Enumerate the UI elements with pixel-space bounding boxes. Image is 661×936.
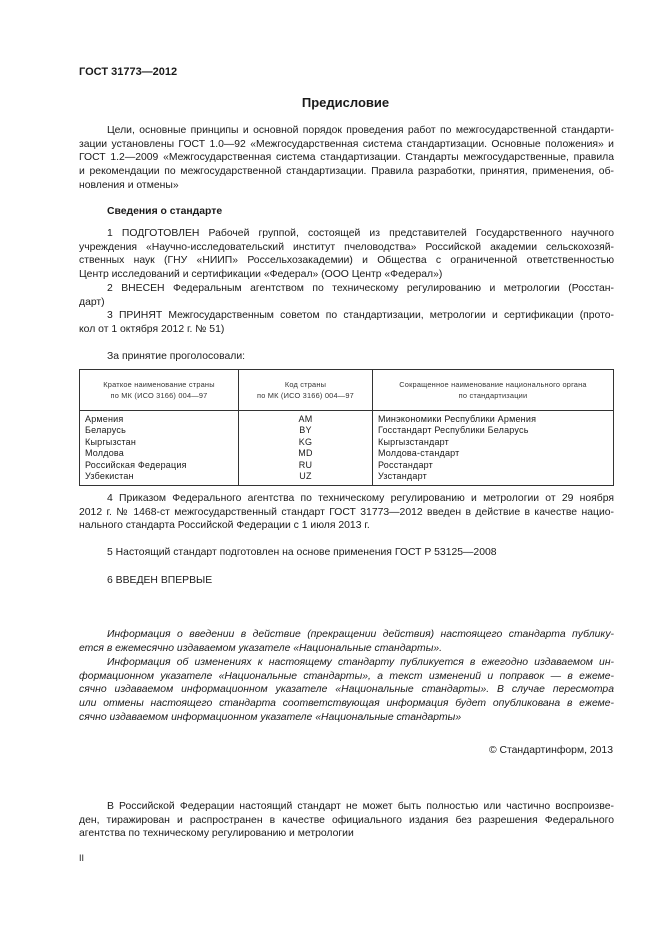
text-line: Информация об изменениях к настоящему стандарту публикуется в ежегодно издаваемом ин- xyxy=(107,657,614,668)
text-line: 1 ПОДГОТОВЛЕН Рабочей группой, состоящей из представителей Государственного научного xyxy=(107,228,614,239)
code-cell: RU xyxy=(239,460,373,471)
body-cell: Кыргызстандарт xyxy=(373,437,614,448)
table-row xyxy=(80,471,614,486)
text-line: За принятие проголосовали: xyxy=(107,351,246,362)
country-cell: Кыргызстан xyxy=(80,437,239,448)
body-cell: Узстандарт xyxy=(373,471,614,486)
item-4-order xyxy=(79,492,614,533)
text-line: 4 Приказом Федерального агентства по техническому регулированию и метрологии от 29 ноября xyxy=(107,493,614,504)
text-line: кол от 1 октября 2012 г. № 51) xyxy=(79,323,225,335)
page-title: Предисловие xyxy=(301,95,390,110)
code-cell: UZ xyxy=(239,471,373,486)
text-line: 5 Настоящий стандарт подготовлен на основе применения ГОСТ Р 53125—2008 xyxy=(107,547,497,558)
text-line: сячно издаваемом информационном указателе «Национальные стандарты» xyxy=(79,711,462,723)
text-line: сячно издаваемом информационном указателе «Национальные стандарты». В случае пересмотра xyxy=(79,684,614,696)
text-line: ден, тиражирован и распространен в качестве официального издания без разрешения Федерального xyxy=(79,814,614,826)
text-line: или отмены настоящего стандарта соответствующая информация будет опубликована в ежеме- xyxy=(79,698,614,710)
page-number: II xyxy=(79,853,85,863)
header-line: Сокращенное наименование национального органа xyxy=(399,380,587,389)
intro-paragraph xyxy=(79,124,614,193)
legal-notice xyxy=(79,800,614,841)
text-line: ется в ежемесячно издаваемом указателе «Национальные стандарты». xyxy=(79,642,443,654)
text-line: Информация о введении в действие (прекращении действия) настоящего стандарта публику- xyxy=(107,629,614,640)
country-cell: Российская Федерация xyxy=(80,460,239,471)
body-cell: Молдова-стандарт xyxy=(373,448,614,459)
column-header xyxy=(239,370,373,411)
table-row xyxy=(80,448,614,459)
table-header-row xyxy=(80,370,614,411)
notice-introduction xyxy=(79,628,614,655)
voting-countries-table xyxy=(79,369,614,486)
section-heading: Сведения о стандарте xyxy=(107,206,223,217)
body-cell: Минэкономики Республики Армения xyxy=(373,411,614,426)
text-line: В Российской Федерации настоящий стандарт не может быть полностью или частично воспроизве- xyxy=(107,801,614,812)
text-line: 2 ВНЕСЕН Федеральным агентством по техническому регулированию и метрологии (Росстан- xyxy=(107,283,614,294)
body-cell: Росстандарт xyxy=(373,460,614,471)
table-row xyxy=(80,425,614,436)
country-cell: Узбекистан xyxy=(80,471,239,486)
header-line: по стандартизации xyxy=(458,391,528,400)
text-line: нального стандарта Российской Федерации с 1 июля 2013 г. xyxy=(79,520,370,532)
text-line: агентства по техническому регулированию и метрологии xyxy=(79,828,354,840)
text-line: 2012 г. № 1468-ст межгосударственный стандарт ГОСТ 31773—2012 введен в действие в качестве нацио- xyxy=(79,506,614,518)
body-cell: Госстандарт Республики Беларусь xyxy=(373,425,614,436)
header-line: по МК (ИСО 3166) 004—97 xyxy=(110,391,208,400)
code-cell: MD xyxy=(239,448,373,459)
notice-changes xyxy=(79,656,614,725)
item-2-introduced xyxy=(79,282,614,309)
text-line: Цели, основные принципы и основной порядок проведения работ по межгосударственной стандарти- xyxy=(107,125,614,136)
header-line: Краткое наименование страны xyxy=(103,380,215,389)
item-6-first-introduced xyxy=(79,574,614,588)
country-cell: Беларусь xyxy=(80,425,239,436)
text-line: и рекомендации по межгосударственной стандартизации. Правила разработки, принятия, применения, об- xyxy=(79,166,614,178)
text-line: зации установлены ГОСТ 1.0—92 «Межгосударственная система стандартизации. Основные положения» и xyxy=(79,138,614,150)
text-line: учреждения «Научно-исследовательский институт пчеловодства» Российской академии сельскохозяй- xyxy=(79,241,614,253)
text-line: дарт) xyxy=(79,296,105,308)
text-line: ственных наук (ГНУ «НИИП» Россельхозакадемии) и Общества с ограниченной ответственностью xyxy=(79,255,614,267)
table-row xyxy=(80,411,614,426)
item-1-prepared xyxy=(79,227,614,282)
document-code: ГОСТ 31773—2012 xyxy=(79,66,178,78)
table-row xyxy=(80,460,614,471)
text-line: ГОСТ 1.2—2009 «Межгосударственная система стандартизации. Стандарты межгосударственные, правила xyxy=(79,152,614,164)
text-line: формационном указателе «Национальные стандарты», а текст изменений и поправок — в ежеме- xyxy=(79,670,614,682)
item-3-adopted xyxy=(79,309,614,336)
code-cell: AM xyxy=(239,411,373,426)
copyright-notice: © Стандартинформ, 2013 xyxy=(488,745,613,756)
text-line: Центр исследований и сертификации «Федерал» (ООО Центр «Федерал») xyxy=(79,269,443,281)
header-line: Код страны xyxy=(284,380,327,389)
text-line: 3 ПРИНЯТ Межгосударственным советом по стандартизации, метрологии и сертификации (прото- xyxy=(107,310,614,321)
header-line: по МК (ИСО 3166) 004—97 xyxy=(257,391,354,400)
table-row xyxy=(80,437,614,448)
text-line: новления и отмены» xyxy=(79,179,179,191)
text-line: 6 ВВЕДЕН ВПЕРВЫЕ xyxy=(107,575,213,586)
voted-label xyxy=(79,350,614,364)
column-header xyxy=(373,370,614,411)
country-cell: Армения xyxy=(80,411,239,426)
code-cell: BY xyxy=(239,425,373,436)
item-5-basis xyxy=(79,546,614,560)
country-cell: Молдова xyxy=(80,448,239,459)
column-header xyxy=(80,370,239,411)
code-cell: KG xyxy=(239,437,373,448)
